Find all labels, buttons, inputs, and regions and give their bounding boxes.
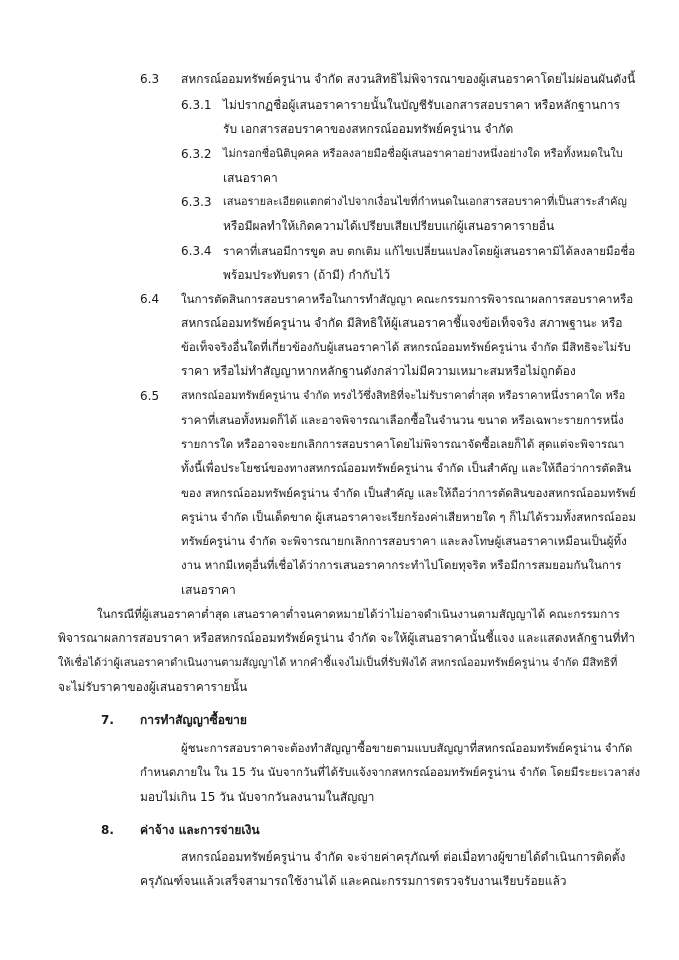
section-heading: ค่าจ้าง และการจ่ายเงิน — [140, 823, 260, 837]
subsection-text: พร้อมประทับตรา (ถ้ามี) กำกับไว้ — [223, 268, 391, 282]
section-text: ทรัพย์ครูน่าน จำกัด จะพิจารณายกเลิกการสอบราคา และลงโทษผู้เสนอราคาเหมือนเป็นผู้ทิ้ง — [181, 534, 627, 548]
paragraph-text: ให้เชื่อได้ว่าผู้เสนอราคาดำเนินงานตามสัญญาได้ หากคำชี้แจงไม่เป็นที่รับฟังได้ สหกรณ์ออมทรัพย์ครูน่าน จำกัด มีสิทธิที่ — [58, 656, 618, 669]
section-text: งาน หากมีเหตุอื่นที่เชื่อได้ว่าการเสนอราคากระทำไปโดยทุจริต หรือมีการสมยอมกันในการ — [181, 558, 622, 572]
subsection-text: รับ เอกสารสอบราคาของสหกรณ์ออมทรัพย์ครูน่าน จำกัด — [223, 122, 514, 136]
section-text: กำหนดภายใน ใน 15 วัน นับจากวันที่ได้รับแจ้งจากสหกรณ์ออมทรัพย์ครูน่าน จำกัด โดยมีระยะเวลาส่ง — [140, 765, 641, 779]
subsection-text: ไม่ปรากฏชื่อผู้เสนอราคารายนั้นในบัญชีรับเอกสารสอบราคา หรือหลักฐานการ — [223, 98, 621, 112]
section-text: มอบไม่เกิน 15 วัน นับจากวันลงนามในสัญญา — [140, 790, 375, 804]
section-text: ในการตัดสินการสอบราคาหรือในการทำสัญญา คณะกรรมการพิจารณาผลการสอบราคาหรือ — [181, 292, 634, 306]
subsection-number: 6.3.4 — [181, 244, 212, 258]
section-text: เสนอราคา — [181, 583, 236, 597]
heading-number: 8. — [101, 823, 114, 837]
section-text: สหกรณ์ออมทรัพย์ครูน่าน จำกัด สงวนสิทธิไม่พิจารณาของผู้เสนอราคาโดยไม่ผ่อนผันดังนี้ — [181, 72, 636, 86]
paragraph-text: พิจารณาผลการสอบราคา หรือสหกรณ์ออมทรัพย์ครูน่าน จำกัด จะให้ผู้เสนอราคานั้นชี้แจง และแสดงหลักฐานที่ทำ — [58, 631, 636, 645]
section-number: 6.5 — [140, 389, 160, 403]
subsection-text: เสนอราคา — [223, 171, 278, 185]
subsection-number: 6.3.1 — [181, 98, 212, 112]
section-text: ราคา หรือไม่ทำสัญญาหากหลักฐานดังกล่าวไม่มีความเหมาะสมหรือไม่ถูกต้อง — [181, 364, 576, 378]
section-number: 6.4 — [140, 292, 160, 306]
section-text: ข้อเท็จจริงอื่นใดที่เกี่ยวข้องกับผู้เสนอราคาได้ สหกรณ์ออมทรัพย์ครูน่าน จำกัด มีสิทธิจะไม่รับ — [181, 340, 631, 354]
section-text: ทั้งนี้เพื่อประโยชน์ของทางสหกรณ์ออมทรัพย์ครูน่าน จำกัด เป็นสำคัญ และให้ถือว่าการตัดสิน — [181, 461, 632, 475]
section-number: 6.3 — [140, 72, 160, 86]
section-text: รายการใด หรืออาจจะยกเลิกการสอบราคาโดยไม่พิจารณาจัดซื้อเลยก็ได้ สุดแต่จะพิจารณา — [181, 437, 625, 451]
paragraph-text: จะไม่รับราคาของผู้เสนอราคารายนั้น — [58, 680, 248, 694]
subsection-number: 6.3.3 — [181, 195, 212, 209]
section-text: สหกรณ์ออมทรัพย์ครูน่าน จำกัด ทรงไว้ซึ่งสิทธิที่จะไม่รับราคาต่ำสุด หรือราคาหนึ่งราคาใด หรือ — [181, 389, 626, 402]
subsection-number: 6.3.2 — [181, 147, 212, 161]
section-text: ราคาที่เสนอทั้งหมดก็ได้ และอาจพิจารณาเลือกซื้อในจำนวน ขนาด หรือเฉพาะรายการหนึ่ง — [181, 413, 624, 427]
subsection-text: เสนอรายละเอียดแตกต่างไปจากเงื่อนไขที่กำหนดในเอกสารสอบราคาที่เป็นสาระสำคัญ — [223, 195, 627, 208]
paragraph-text: ในกรณีที่ผู้เสนอราคาต่ำสุด เสนอราคาต่ำจนคาดหมายได้ว่าไม่อาจดำเนินงานตามสัญญาได้ คณะกรรมการ — [97, 607, 620, 621]
section-text: สหกรณ์ออมทรัพย์ครูน่าน จำกัด จะจ่ายค่าครุภัณฑ์ ต่อเมื่อทางผู้ขายได้ดำเนินการติดตั้ง — [181, 850, 626, 864]
heading-number: 7. — [101, 713, 114, 727]
section-heading: การทำสัญญาซื้อขาย — [140, 713, 247, 727]
subsection-text: หรือมีผลทำให้เกิดความได้เปรียบเสียเปรียบแก่ผู้เสนอราคารายอื่น — [223, 219, 555, 233]
section-text: ครุภัณฑ์จนแล้วเสร็จสามารถใช้งานได้ และคณะกรรมการตรวจรับงานเรียบร้อยแล้ว — [140, 874, 567, 888]
subsection-text: ราคาที่เสนอมีการขูด ลบ ตกเติม แก้ไขเปลี่ยนแปลงโดยผู้เสนอราคามิได้ลงลายมือชื่อ — [223, 244, 636, 258]
section-text: ครูน่าน จำกัด เป็นเด็ดขาด ผู้เสนอราคาจะเรียกร้องค่าเสียหายใด ๆ ก็ไม่ได้รวมทั้งสหกรณ์ออม — [181, 510, 637, 524]
section-text: ผู้ชนะการสอบราคาจะต้องทำสัญญาซื้อขายตามแบบสัญญาที่สหกรณ์ออมทรัพย์ครูน่าน จำกัด — [181, 741, 633, 755]
subsection-text: ไม่กรอกชื่อนิติบุคคล หรือลงลายมือชื่อผู้เสนอราคาอย่างหนึ่งอย่างใด หรือทั้งหมดในใบ — [223, 147, 623, 160]
section-text: ของ สหกรณ์ออมทรัพย์ครูน่าน จำกัด เป็นสำคัญ และให้ถือว่าการตัดสินของสหกรณ์ออมทรัพย์ — [181, 486, 636, 500]
section-text: สหกรณ์ออมทรัพย์ครูน่าน จำกัด มีสิทธิให้ผู้เสนอราคาชี้แจงข้อเท็จจริง สภาพฐานะ หรือ — [181, 316, 623, 330]
